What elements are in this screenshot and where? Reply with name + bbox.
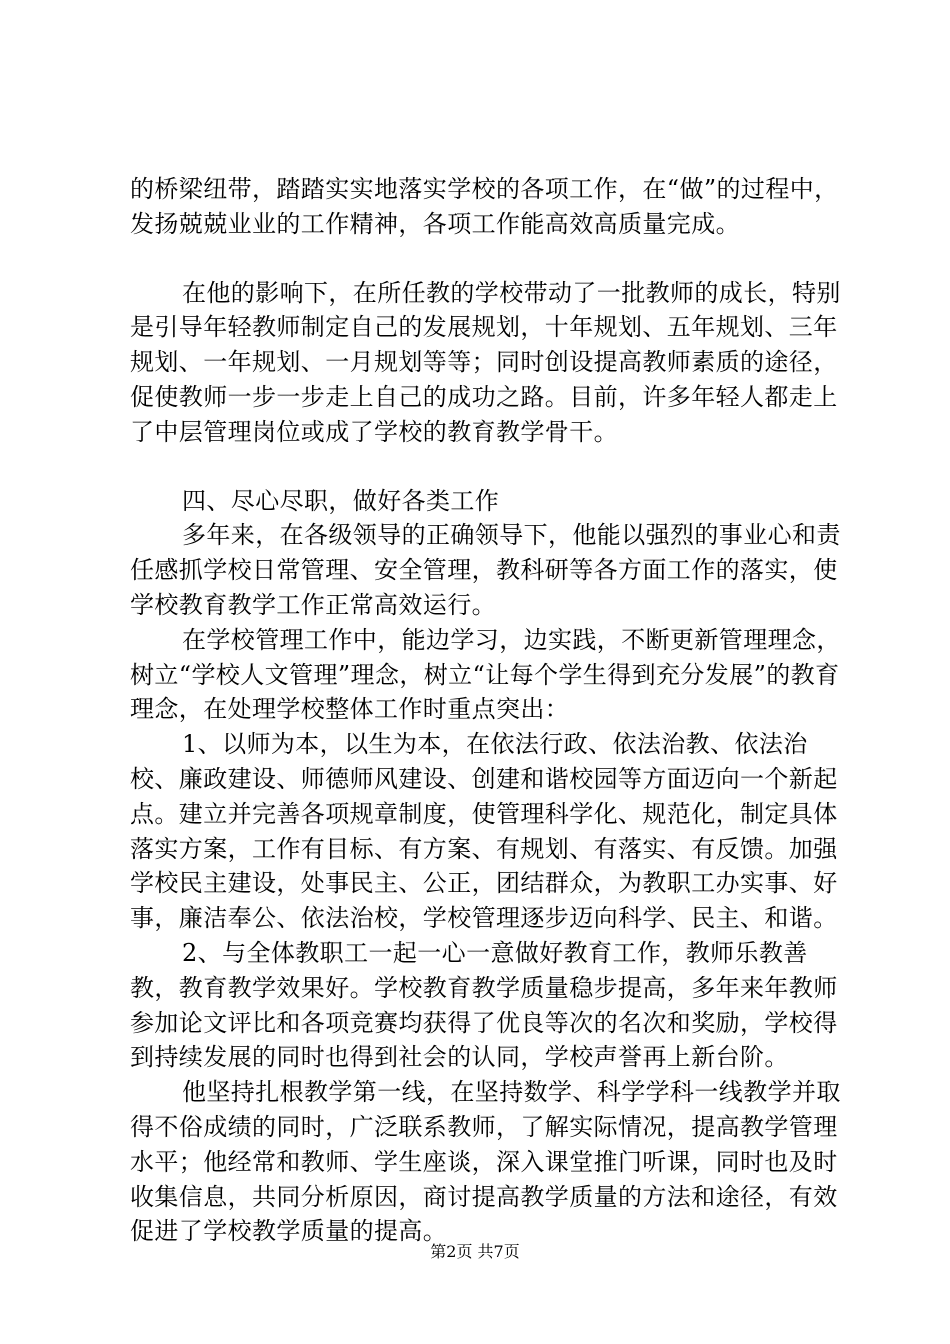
paragraph-teaching: 他坚持扎根教学第一线，在坚持数学、科学学科一线教学并取得不俗成绩的同时，广泛联系教师，了解实际情况，提高教学管理水平；他经常和教师、学生座谈，深入课堂推门听课，同时也及时收集信息，共同分析原因，商讨提高教学质量的方法和途径，有效促进了学校教学质量的提高。 — [130, 1078, 841, 1246]
page-number: 第2页 共7页 — [430, 1242, 520, 1261]
document-body — [130, 172, 848, 1249]
paragraph-continuation: 的桥梁纽带，踏踏实实地落实学校的各项工作，在“做”的过程中，发扬兢兢业业的工作精神，各项工作能高效高质量完成。 — [130, 175, 839, 238]
section-heading: 四、尽心尽职，做好各类工作 — [182, 486, 500, 515]
paragraph-point-2: 2、与全体教职工一起一心一意做好教育工作，教师乐教善教，教育教学效果好。学校教育教学质量稳步提高，多年来年教师参加论文评比和各项竞赛均获得了优良等次的名次和奖励，学校得到持续发展的同时也得到社会的认同，学校声誉再上新台阶。 — [130, 938, 838, 1072]
paragraph-teacher-influence: 在他的影响下，在所任教的学校带动了一批教师的成长，特别是引导年轻教师制定自己的发展规划，十年规划、五年规划、三年规划、一年规划、一月规划等等；同时创设提高教师素质的途径，促使教师一步一步走上自己的成功之路。目前，许多年轻人都走上了中层管理岗位或成了学校的教育教学骨干。 — [130, 278, 841, 446]
paragraph-management: 在学校管理工作中，能边学习，边实践，不断更新管理理念，树立“学校人文管理”理念，树立“让每个学生得到充分发展”的教育理念，在处理学校整体工作时重点突出： — [130, 625, 841, 724]
paragraph-point-1: 1、以师为本，以生为本，在依法行政、依法治教、依法治校、廉政建设、师德师风建设、创建和谐校园等方面迈向一个新起点。建立并完善各项规章制度，使管理科学化、规范化，制定具体落实方案，工作有目标、有方案、有规划、有落实、有反馈。加强学校民主建设，处事民主、公正，团结群众，为教职工办实事、好事，廉洁奉公、依法治校，学校管理逐步迈向科学、民主、和谐。 — [130, 730, 838, 933]
paragraph-leadership: 多年来，在各级领导的正确领导下，他能以强烈的事业心和责任感抓学校日常管理、安全管理，教科研等各方面工作的落实，使学校教育教学工作正常高效运行。 — [130, 521, 841, 619]
